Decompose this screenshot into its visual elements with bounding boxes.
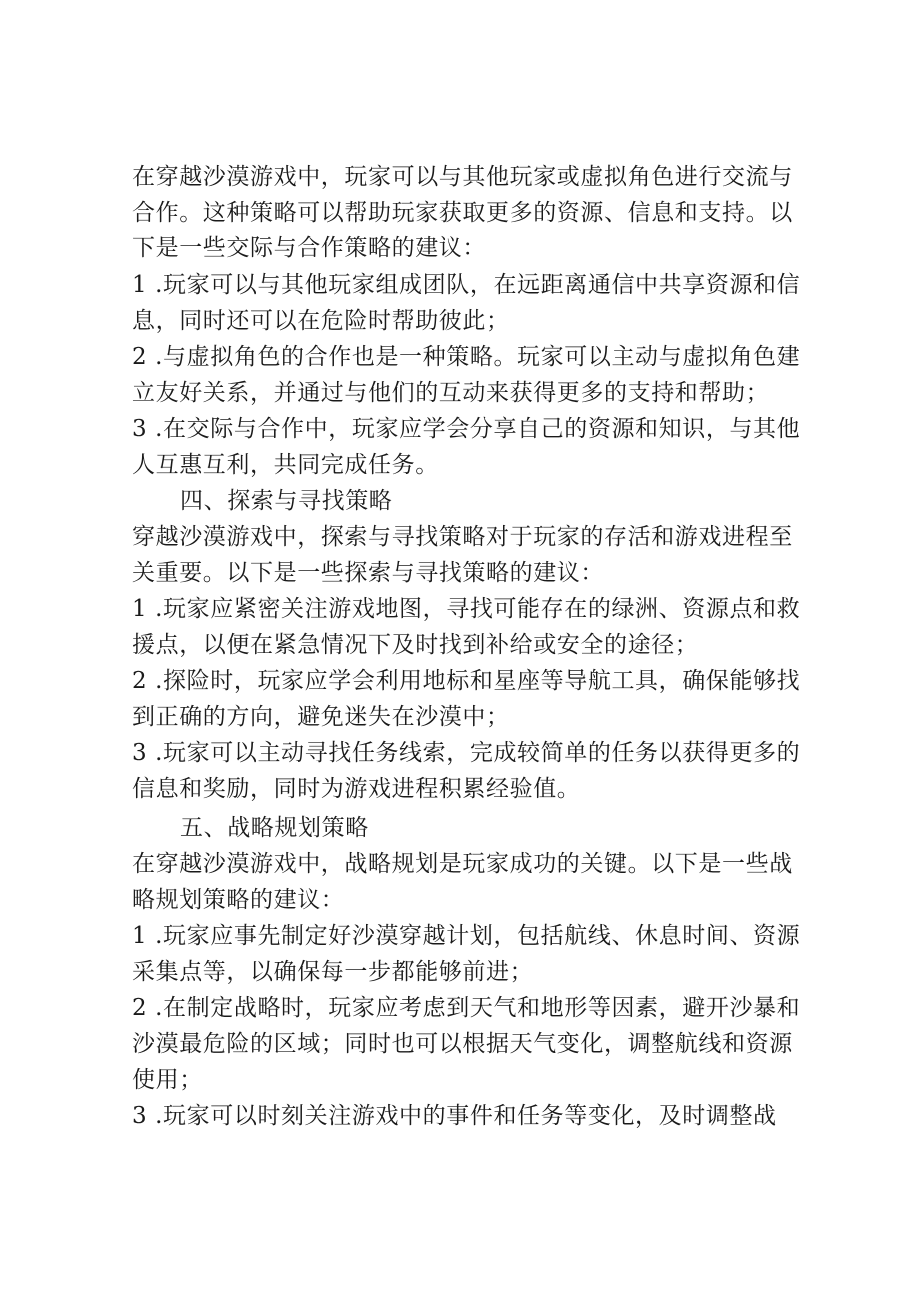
list-item-line: 立友好关系，并通过与他们的互动来获得更多的支持和帮助； — [132, 380, 770, 406]
paragraph-line: 下是一些交际与合作策略的建议： — [132, 235, 486, 261]
list-item-line: 使用； — [132, 1067, 203, 1093]
list-item-line: 到正确的方向，避免迷失在沙漠中； — [132, 704, 510, 730]
list-item-line: 援点，以便在紧急情况下及时找到补给或安全的途径； — [132, 632, 699, 658]
list-item-line: 3 .玩家可以时刻关注游戏中的事件和任务等变化，及时调整战 — [132, 1103, 777, 1129]
list-item-line: 采集点等，以确保每一步都能够前进； — [132, 959, 534, 985]
list-item-line: 3 .玩家可以主动寻找任务线索，完成较简单的任务以获得更多的 — [132, 740, 801, 766]
paragraph-line: 关重要。以下是一些探索与寻找策略的建议： — [132, 560, 604, 586]
paragraph-line: 穿越沙漠游戏中，探索与寻找策略对于玩家的存活和游戏进程至 — [132, 524, 793, 550]
list-item-line: 2 .与虚拟角色的合作也是一种策略。玩家可以主动与虚拟角色建 — [132, 344, 801, 370]
list-item-line: 3 .在交际与合作中，玩家应学会分享自己的资源和知识，与其他 — [132, 416, 801, 442]
list-item-line: 沙漠最危险的区域；同时也可以根据天气变化，调整航线和资源 — [132, 1031, 793, 1057]
paragraph-line: 在穿越沙漠游戏中，玩家可以与其他玩家或虚拟角色进行交流与 — [132, 164, 793, 190]
list-item-line: 2 .在制定战略时，玩家应考虑到天气和地形等因素，避开沙暴和 — [132, 995, 801, 1021]
list-item-line: 1 .玩家应紧密关注游戏地图，寻找可能存在的绿洲、资源点和救 — [132, 596, 801, 622]
list-item-line: 2 .探险时，玩家应学会利用地标和星座等导航工具，确保能够找 — [132, 668, 801, 694]
list-item-line: 1 .玩家可以与其他玩家组成团队，在远距离通信中共享资源和信 — [132, 272, 801, 298]
paragraph-line: 在穿越沙漠游戏中，战略规划是玩家成功的关键。以下是一些战 — [132, 851, 793, 877]
paragraph-line: 合作。这种策略可以帮助玩家获取更多的资源、信息和支持。以 — [132, 200, 793, 226]
list-item-line: 人互惠互利，共同完成任务。 — [132, 452, 439, 478]
list-item-line: 信息和奖励，同时为游戏进程积累经验值。 — [132, 776, 581, 802]
section-heading: 四、探索与寻找策略 — [180, 488, 393, 514]
list-item-line: 1 .玩家应事先制定好沙漠穿越计划，包括航线、休息时间、资源 — [132, 923, 801, 949]
paragraph-line: 略规划策略的建议： — [132, 887, 345, 913]
section-heading: 五、战略规划策略 — [180, 815, 369, 841]
list-item-line: 息，同时还可以在危险时帮助彼此； — [132, 308, 510, 334]
